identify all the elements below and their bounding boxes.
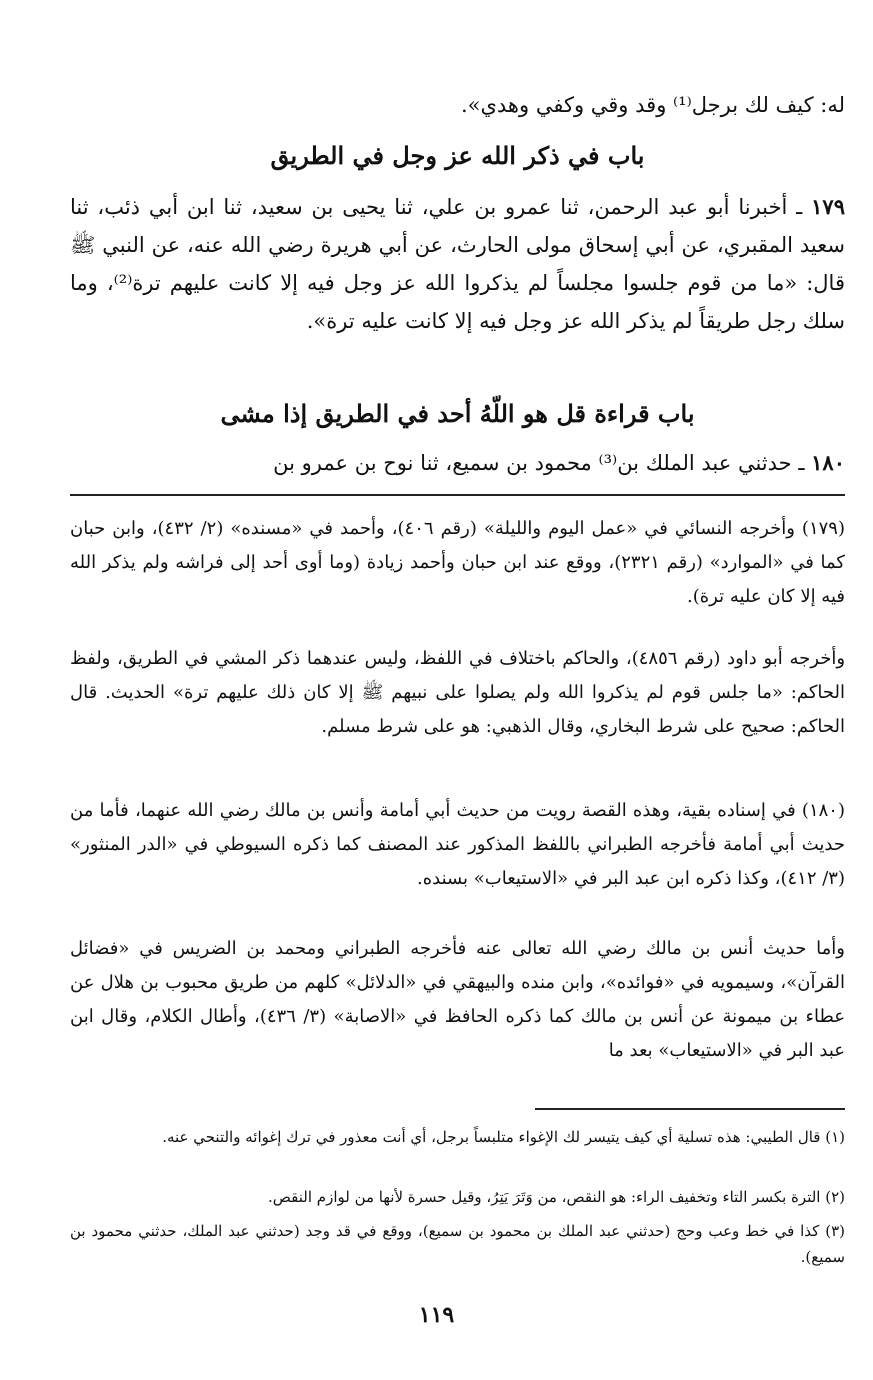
- footnote-2: (٢) الترة بكسر التاء وتخفيف الراء: هو النقص، من وَتَرَ يَتِرُ، وقيل حسرة لأنها من لوازم النقص.: [268, 1188, 845, 1206]
- footnote-3: (٣) كذا في خط وعب وحج (حدثني عبد الملك بن محمود بن سميع)، ووقع في قد وجد (حدثني عبد الملك، حدثني محمود بن سميع).: [70, 1222, 845, 1266]
- hadith-number: ١٨٠: [811, 450, 845, 475]
- page-number: ١١٩: [418, 1302, 455, 1328]
- hadith-text: ـ حدثني عبد الملك بن⁽³⁾ محمود بن سميع، ثنا نوح بن عمرو بن: [273, 451, 812, 475]
- opening-line: له: كيف لك برجل⁽¹⁾ وقد وقي وكفي وهدي».: [460, 93, 845, 117]
- hadith-180: [70, 444, 845, 482]
- note-179-b: وأخرجه أبو داود (رقم ٤٨٥٦)، والحاكم باختلاف في اللفظ، وليس عندهما ذكر المشي في الطريق، ولفظ الحاكم: «ما جلس قوم لم يذكروا الله ولم يصلوا على نبيهم ﷺ إلا كان ذلك عليهم ترة» الحديث. قال الحاكم: صحيح على شرط البخاري، وقال الذهبي: هو على شرط مسلم.: [70, 648, 846, 737]
- chapter-heading-2: باب قراءة قل هو اللّهُ أحد في الطريق إذا مشى: [220, 399, 695, 428]
- chapter-heading-1: باب في ذكر الله عز وجل في الطريق: [270, 141, 645, 170]
- note-179-a: (١٧٩) وأخرجه النسائي في «عمل اليوم والليلة» (رقم ٤٠٦)، وأحمد في «مسنده» (٢/ ٤٣٢)، وابن حبان كما في «الموارد» (رقم ٢٣٢١)، ووقع عند ابن حبان وأحمد زيادة (وما أوى أحد إلى فراشه ولم يذكر الله فيه إلا كان عليه ترة).: [70, 518, 845, 607]
- note-180-b: وأما حديث أنس بن مالك رضي الله تعالى عنه فأخرجه الطبراني ومحمد بن الضريس في «فضائل القرآن»، وسيمويه في «فوائده»، وابن منده والبيهقي في «الدلائل» كلهم من طريق محبوب بن هلال عن عطاء بن ميمونة عن أنس بن مالك كما ذكره الحافظ في «الاصابة» (٣/ ٤٣٦)، وأطال الكلام، وقال ابن عبد البر في «الاستيعاب» بعد ما: [70, 938, 845, 1061]
- hadith-number: ١٧٩: [811, 194, 845, 219]
- footnote-1: (١) قال الطيبي: هذه تسلية أي كيف يتيسر لك الإغواء متلبساً برجل، أي أنت معذور في ترك إغوائه والتنحي عنه.: [162, 1128, 845, 1146]
- footnote-divider: [535, 1108, 845, 1110]
- hadith-179: [70, 188, 845, 340]
- notes-divider: [70, 494, 845, 496]
- hadith-text: ـ أخبرنا أبو عبد الرحمن، ثنا عمرو بن علي، ثنا يحيى بن سعيد، ثنا ابن أبي ذئب، ثنا سعيد المقبري، عن أبي إسحاق مولى الحارث، عن أبي هريرة رضي الله عنه، عن النبي ﷺ قال: «ما من قوم جلسوا مجلساً لم يذكروا الله عز وجل فيه إلا كانت عليهم ترة⁽²⁾، وما سلك رجل طريقاً لم يذكر الله عز وجل فيه إلا كانت عليه ترة».: [70, 195, 845, 333]
- note-180-a: (١٨٠) في إسناده بقية، وهذه القصة رويت من حديث أبي أمامة وأنس بن مالك رضي الله عنهما، فأما من حديث أبي أمامة فأخرجه الطبراني باللفظ المذكور عند المصنف كما ذكره السيوطي في «الدر المنثور» (٣/ ٤١٢)، وكذا ذكره ابن عبد البر في «الاستيعاب» بسنده.: [70, 800, 845, 889]
